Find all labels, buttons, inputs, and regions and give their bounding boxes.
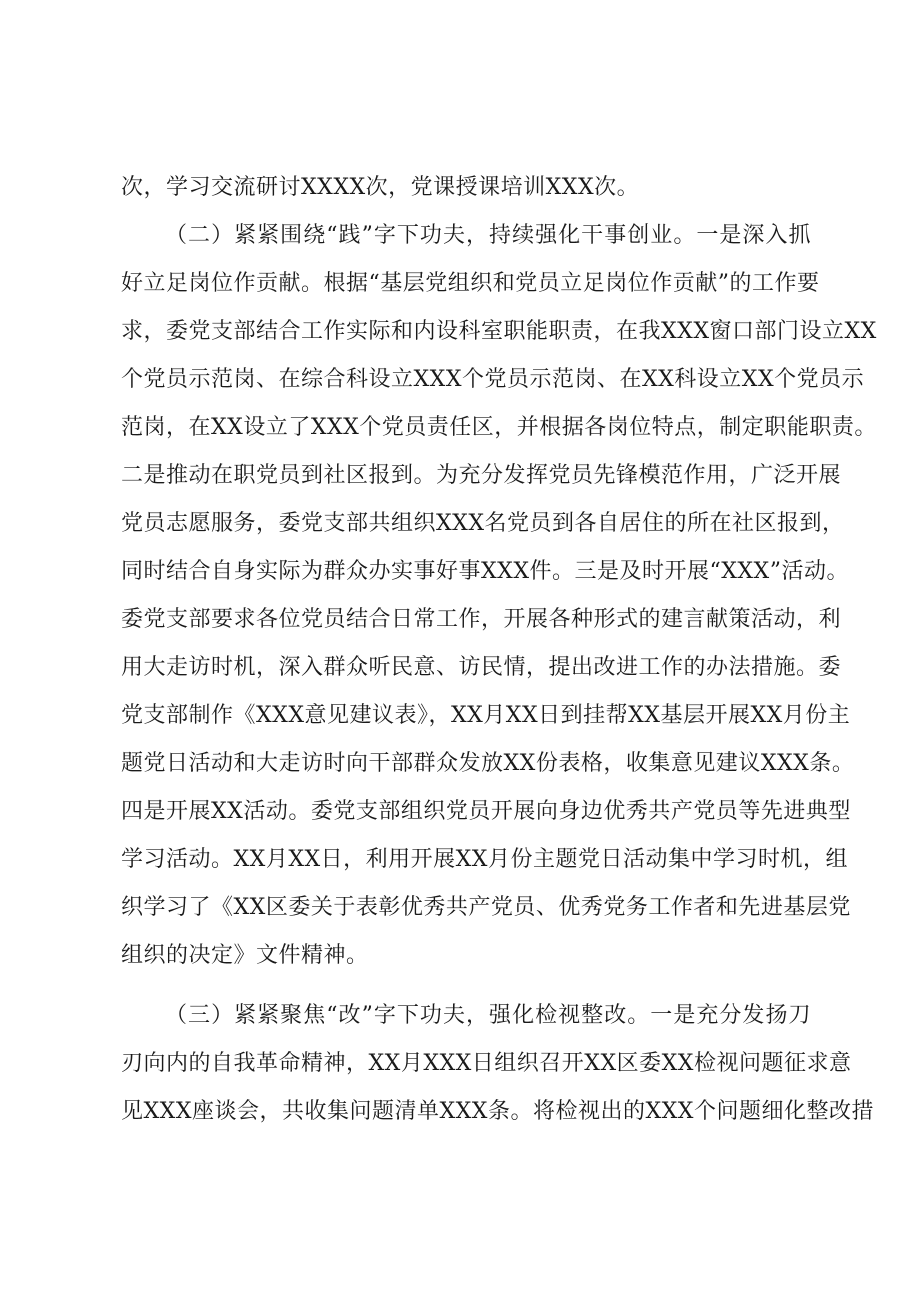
text-line: 织学习了《XX区委关于表彰优秀共产党员、优秀党务工作者和先进基层党 [121,895,851,920]
text-line: 见XXX座谈会，共收集问题清单XXX条。将检视出的XXX个问题细化整改措 [121,1099,874,1124]
paragraph-spacer [121,980,811,992]
text-line: 四是开展XX活动。委党支部组织党员开展向身边优秀共产党员等先进典型 [121,799,851,824]
text-line: 二是推动在职党员到社区报到。为充分发挥党员先锋模范作用，广泛开展 [121,463,842,488]
document-body [121,164,877,1136]
text-line: 刃向内的自我革命精神，XX月XXX日组织召开XX区委XX检视问题征求意 [121,1051,852,1076]
text-line: 好立足岗位作贡献。根据“基层党组织和党员立足岗位作贡献”的工作要 [121,271,820,296]
text-line: 用大走访时机，深入群众听民意、访民情，提出改进工作的办法措施。委 [121,655,842,680]
text-line: 学习活动。XX月XX日，利用开展XX月份主题党日活动集中学习时机，组 [121,847,848,872]
text-line: 个党员示范岗、在综合科设立XXX个党员示范岗、在XX科设立XX个党员示 [121,367,865,392]
text-line: 党员志愿服务，委党支部共组织XXX名党员到各自居住的所在社区报到， [121,511,845,536]
text-line: 求，委党支部结合工作实际和内设科室职能职责，在我XXX窗口部门设立XX [121,319,877,344]
text-line: 范岗，在XX设立了XXX个党员责任区，并根据各岗位特点，制定职能职责。 [121,415,877,440]
paragraph-heading-line: （三）紧紧聚焦“改”字下功夫，强化检视整改。一是充分发扬刀 [165,1003,811,1028]
text-line: 次，学习交流研讨XXXX次，党课授课培训XXX次。 [121,175,640,200]
text-line: 同时结合自身实际为群众办实事好事XXX件。三是及时开展“XXX”活动。 [121,559,849,584]
text-line: 党支部制作《XXX意见建议表》，XX月XX日到挂帮XX基层开展XX月份主 [121,703,851,728]
text-line: 题党日活动和大走访时向干部群众发放XX份表格，收集意见建议XXX条。 [121,751,855,776]
text-line: 组织的决定》文件精神。 [121,943,369,968]
text-line: 委党支部要求各位党员结合日常工作，开展各种形式的建言献策活动，利 [121,607,842,632]
paragraph-heading-line: （二）紧紧围绕“践”字下功夫，持续强化干事创业。一是深入抓 [165,223,811,248]
